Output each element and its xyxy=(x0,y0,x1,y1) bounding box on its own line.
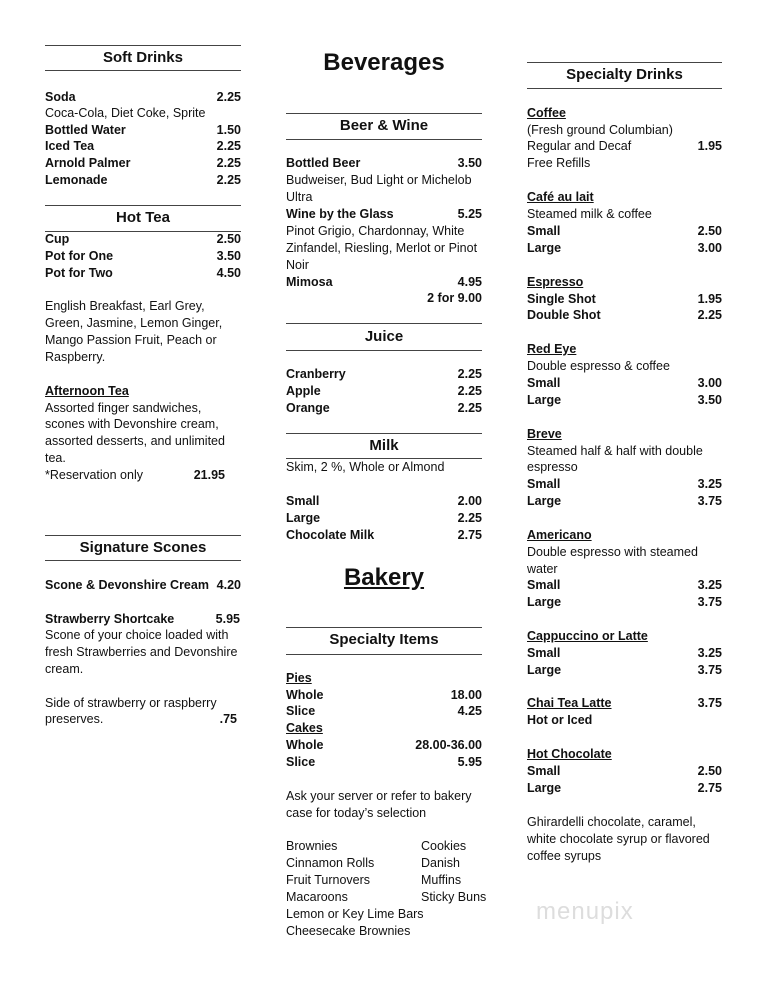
bakery-note: Ask your server or refer to bakery xyxy=(286,789,472,803)
section-title-hot-tea: Hot Tea xyxy=(116,209,170,226)
item-description: Ultra xyxy=(286,190,313,204)
menu-item: Double Shot 2.25 xyxy=(527,308,722,322)
menu-item: Large 2.75 xyxy=(527,781,722,795)
menu-item: Strawberry Shortcake 5.95 xyxy=(45,612,240,626)
divider xyxy=(286,323,482,324)
menu-item: Small 2.00 xyxy=(286,494,482,508)
menu-item: Large 3.75 xyxy=(527,595,722,609)
bakery-list-row: Lemon or Key Lime Bars xyxy=(286,907,424,921)
menu-item: Apple 2.25 xyxy=(286,384,482,398)
tea-flavors: English Breakfast, Earl Grey, xyxy=(45,299,205,313)
menu-item: Large 3.75 xyxy=(527,663,722,677)
menu-item: Cranberry 2.25 xyxy=(286,367,482,381)
menu-item: Large 2.25 xyxy=(286,511,482,525)
item-description: scones with Devonshire cream, xyxy=(45,417,219,431)
menu-item: Lemonade 2.25 xyxy=(45,173,241,187)
bakery-list-row: Fruit Turnovers Muffins xyxy=(286,873,462,887)
menu-item: Whole 18.00 xyxy=(286,688,482,702)
menu-item: Iced Tea 2.25 xyxy=(45,139,241,153)
menu-item: Bottled Water 1.50 xyxy=(45,123,241,137)
middle-column xyxy=(286,0,487,994)
cakes-label: Cakes xyxy=(286,721,323,735)
page-title-beverages: Beverages xyxy=(323,49,445,76)
bakery-list-row: Cinnamon Rolls Danish xyxy=(286,856,460,870)
divider xyxy=(45,70,241,71)
item-description: Zinfandel, Riesling, Merlot or Pinot xyxy=(286,241,478,255)
bakery-list-row: Brownies Cookies xyxy=(286,839,467,853)
menu-item: Soda 2.25 xyxy=(45,90,241,104)
divider xyxy=(45,205,241,206)
drink-title: Hot Chocolate xyxy=(527,747,612,761)
menu-item: Slice 5.95 xyxy=(286,755,482,769)
bakery-list-row: Cheesecake Brownies xyxy=(286,924,411,938)
mimosa-deal: 2 for 9.00 xyxy=(427,291,482,305)
menu-item: Regular and Decaf 1.95 xyxy=(527,139,722,153)
pies-label: Pies xyxy=(286,671,312,685)
section-title-specialty-drinks: Specialty Drinks xyxy=(566,66,683,83)
item-description: Double espresso & coffee xyxy=(527,359,670,373)
menu-item: Wine by the Glass 5.25 xyxy=(286,207,482,221)
menu-item: Large 3.50 xyxy=(527,393,722,407)
divider xyxy=(527,88,722,89)
drink-title: Espresso xyxy=(527,275,584,289)
menu-item: Chocolate Milk 2.75 xyxy=(286,528,482,542)
menu-item: Chai Tea Latte 3.75 xyxy=(527,696,722,710)
item-description: preserves. .75 xyxy=(45,712,237,726)
item-description: Skim, 2 %, Whole or Almond xyxy=(286,460,445,474)
tea-flavors: Green, Jasmine, Lemon Ginger, xyxy=(45,316,223,330)
menu-item: Orange 2.25 xyxy=(286,401,482,415)
tea-flavors: Mango Passion Fruit, Peach or xyxy=(45,333,217,347)
menu-item: Large 3.75 xyxy=(527,494,722,508)
afternoon-tea-title: Afternoon Tea xyxy=(45,384,129,398)
item-description: assorted desserts, and unlimited xyxy=(45,434,225,448)
item-description: fresh Strawberries and Devonshire xyxy=(45,645,238,659)
drink-title: Breve xyxy=(527,427,562,441)
menu-item: Small 3.25 xyxy=(527,477,722,491)
item-description: Steamed half & half with double xyxy=(527,444,703,458)
item-description: (Fresh ground Columbian) xyxy=(527,123,673,137)
bakery-list-row: Macaroons Sticky Buns xyxy=(286,890,487,904)
right-column xyxy=(527,0,722,994)
menu-item: Pot for One 3.50 xyxy=(45,249,241,263)
section-title-juice: Juice xyxy=(364,328,404,345)
menu-item: Small 3.25 xyxy=(527,578,722,592)
item-description: Pinot Grigio, Chardonnay, White xyxy=(286,224,465,238)
divider xyxy=(286,113,482,114)
drink-title: Café au lait xyxy=(527,190,594,204)
menu-item: Pot for Two 4.50 xyxy=(45,266,241,280)
flavor-note: Ghirardelli chocolate, caramel, xyxy=(527,815,696,829)
divider xyxy=(286,433,482,434)
item-description: Scone of your choice loaded with xyxy=(45,628,229,642)
menu-item: Bottled Beer 3.50 xyxy=(286,156,482,170)
item-description: water xyxy=(527,562,558,576)
divider xyxy=(527,62,722,63)
item-description: tea. xyxy=(45,451,66,465)
item-description: espresso xyxy=(527,460,578,474)
section-title-soft-drinks: Soft Drinks xyxy=(102,49,183,66)
item-description: Assorted finger sandwiches, xyxy=(45,401,202,415)
item-description: Hot or Iced xyxy=(527,713,593,727)
item-description: Steamed milk & coffee xyxy=(527,207,652,221)
drink-title: Coffee xyxy=(527,106,566,120)
menu-item: Small 3.00 xyxy=(527,376,722,390)
section-title-scones: Signature Scones xyxy=(79,539,207,556)
menu-item: Whole 28.00-36.00 xyxy=(286,738,482,752)
item-description: cream. xyxy=(45,662,84,676)
flavor-note: white chocolate syrup or flavored xyxy=(527,832,710,846)
menu-item: Slice 4.25 xyxy=(286,704,482,718)
divider xyxy=(45,535,241,536)
item-description: Coca-Cola, Diet Coke, Sprite xyxy=(45,106,206,120)
reservation-note: *Reservation only 21.95 xyxy=(45,468,225,482)
bakery-note: case for today’s selection xyxy=(286,806,427,820)
menu-item: Arnold Palmer 2.25 xyxy=(45,156,241,170)
flavor-note: coffee syrups xyxy=(527,849,602,863)
menu-item: Small 2.50 xyxy=(527,224,722,238)
left-column xyxy=(45,0,241,994)
divider xyxy=(286,627,482,628)
watermark-logo: menupix xyxy=(536,898,634,925)
drink-title: Americano xyxy=(527,528,592,542)
item-description: Noir xyxy=(286,258,309,272)
menu-item: Large 3.00 xyxy=(527,241,722,255)
tea-flavors: Raspberry. xyxy=(45,350,106,364)
divider xyxy=(286,350,482,351)
page-title-bakery: Bakery xyxy=(343,564,425,591)
item-description: Free Refills xyxy=(527,156,591,170)
drink-title: Red Eye xyxy=(527,342,577,356)
divider xyxy=(286,139,482,140)
divider xyxy=(45,45,241,46)
item-description: Side of strawberry or raspberry xyxy=(45,696,217,710)
section-title-beer-wine: Beer & Wine xyxy=(339,117,429,134)
item-description: Double espresso with steamed xyxy=(527,545,698,559)
divider xyxy=(286,654,482,655)
menu-item: Mimosa 4.95 xyxy=(286,275,482,289)
menu-item: Cup 2.50 xyxy=(45,232,241,246)
item-description: Budweiser, Bud Light or Michelob xyxy=(286,173,472,187)
divider xyxy=(45,560,241,561)
drink-title: Cappuccino or Latte xyxy=(527,629,648,643)
menu-item: Scone & Devonshire Cream 4.20 xyxy=(45,578,241,592)
menu-item: Small 2.50 xyxy=(527,764,722,778)
section-title-milk: Milk xyxy=(369,437,399,454)
menu-item: Single Shot 1.95 xyxy=(527,292,722,306)
section-title-specialty-items: Specialty Items xyxy=(329,631,439,648)
menu-item: Small 3.25 xyxy=(527,646,722,660)
